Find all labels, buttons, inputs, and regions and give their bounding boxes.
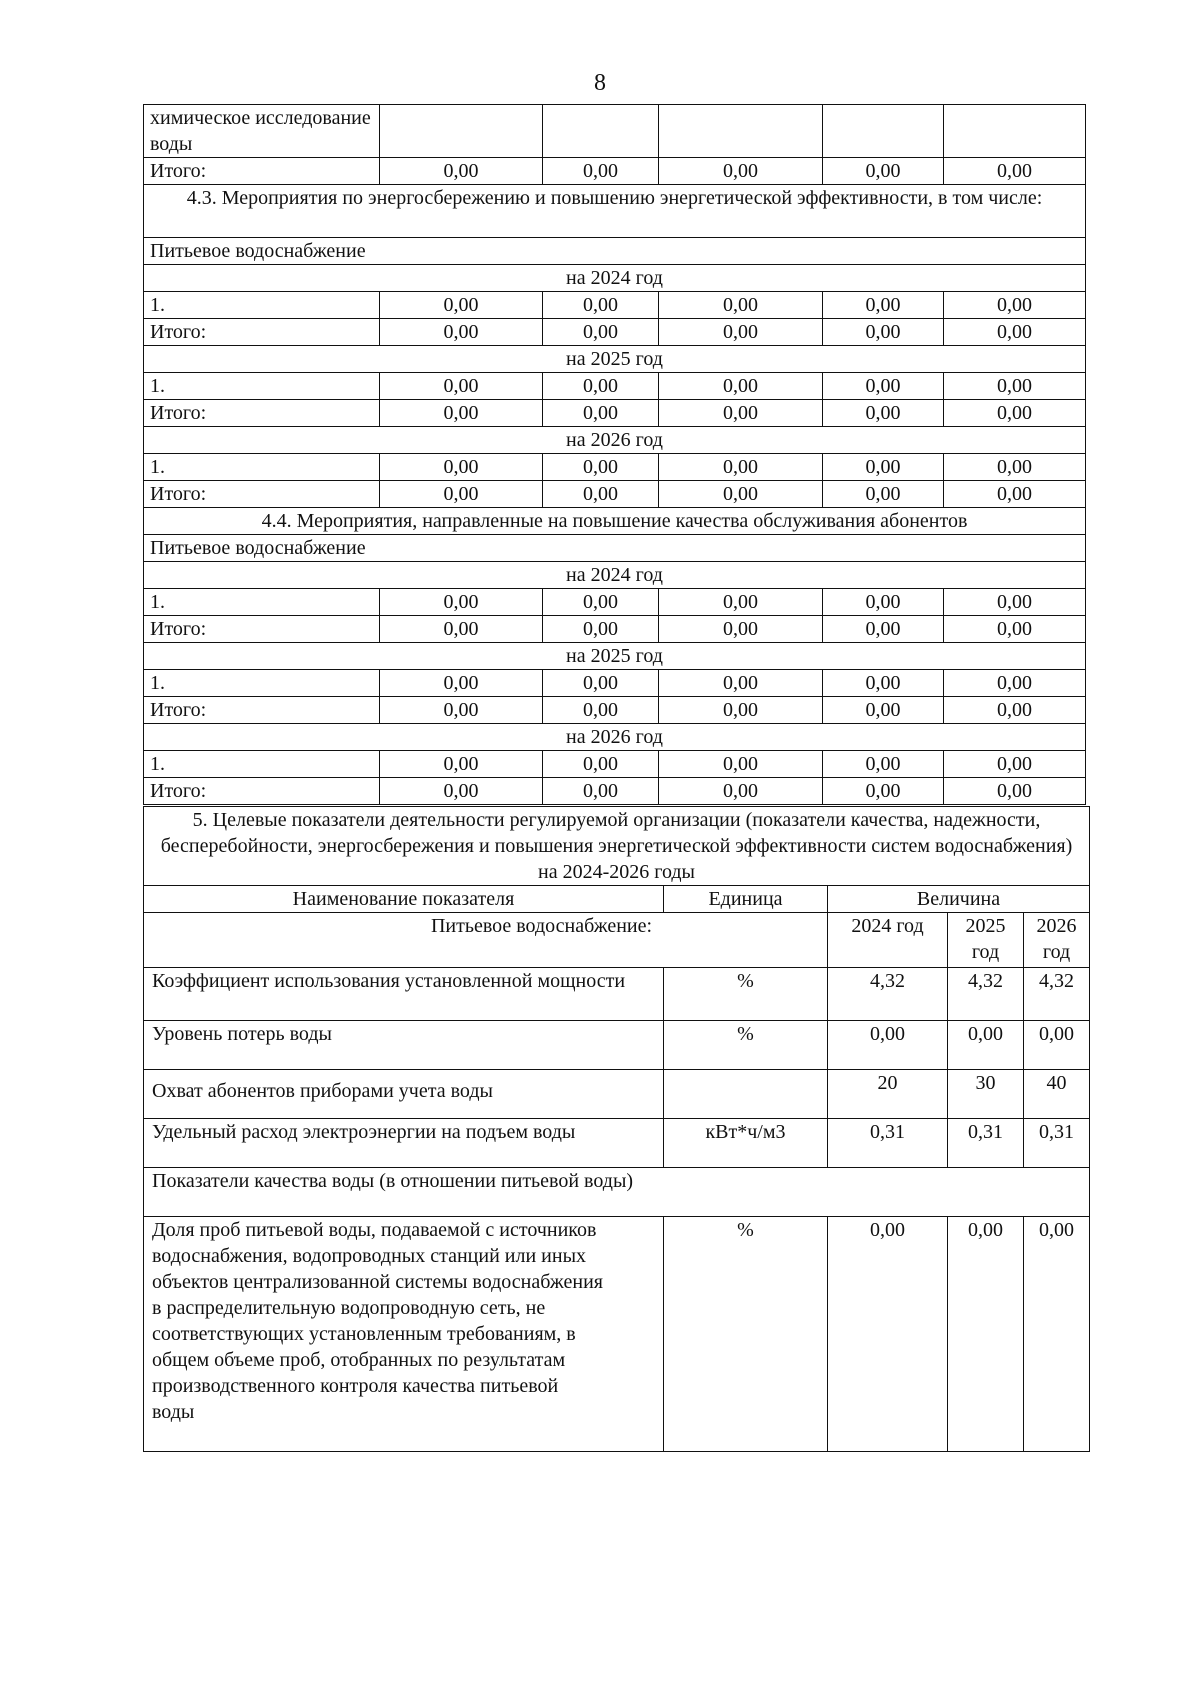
year-row xyxy=(144,265,1086,292)
section-title: 4.4. Мероприятия, направленные на повышение качества обслуживания абонентов xyxy=(144,508,1086,535)
subtitle-row xyxy=(144,535,1086,562)
indicator-unit xyxy=(664,1070,828,1119)
indicator-name: Уровень потерь воды xyxy=(144,1021,664,1070)
value-cell: 30 xyxy=(948,1070,1024,1119)
indicators-table xyxy=(143,806,1090,1452)
item-row xyxy=(144,373,1086,400)
indicator-name: Удельный расход электроэнергии на подъем воды xyxy=(144,1119,664,1168)
table-header-row xyxy=(144,913,1090,968)
value-cell: 0,00 xyxy=(659,454,823,481)
total-row xyxy=(144,400,1086,427)
subheader: Питьевое водоснабжение: xyxy=(144,913,828,968)
year-label: на 2025 год xyxy=(144,346,1086,373)
table-row xyxy=(144,1119,1090,1168)
item-row xyxy=(144,589,1086,616)
page-number: 8 xyxy=(594,70,606,96)
value-cell: 0,00 xyxy=(380,400,543,427)
row-label: Итого: xyxy=(144,319,380,346)
value-cell: 0,00 xyxy=(823,670,944,697)
indicator-unit: кВт*ч/м3 xyxy=(664,1119,828,1168)
value-cell: 0,00 xyxy=(543,697,659,724)
total-row xyxy=(144,697,1086,724)
value-cell: 4,32 xyxy=(948,968,1024,1021)
table-row xyxy=(144,807,1090,886)
year-header: 2025 год xyxy=(948,913,1024,968)
value-cell: 0,00 xyxy=(659,158,823,185)
value-cell: 0,00 xyxy=(380,373,543,400)
table-row xyxy=(144,968,1090,1021)
value-cell: 0,00 xyxy=(823,778,944,805)
indicator-name-text: Охват абонентов приборами учета воды xyxy=(152,1080,493,1102)
year-header: 2024 год xyxy=(828,913,948,968)
value-cell: 0,00 xyxy=(380,481,543,508)
value-cell: 0,00 xyxy=(823,481,944,508)
value-cell: 0,00 xyxy=(944,400,1086,427)
value-cell: 0,00 xyxy=(944,589,1086,616)
item-row xyxy=(144,670,1086,697)
year-row xyxy=(144,643,1086,670)
year-header: 2026 год xyxy=(1024,913,1090,968)
value-cell: 0,00 xyxy=(659,319,823,346)
value-cell: 0,00 xyxy=(948,1217,1024,1452)
value-cell: 0,00 xyxy=(944,778,1086,805)
item-row xyxy=(144,751,1086,778)
year-row xyxy=(144,562,1086,589)
measures-table xyxy=(143,104,1086,805)
value-cell: 0,00 xyxy=(380,616,543,643)
year-row xyxy=(144,346,1086,373)
year-label: на 2026 год xyxy=(144,724,1086,751)
indicator-unit: % xyxy=(664,1021,828,1070)
value-cell: 0,00 xyxy=(944,481,1086,508)
table-row xyxy=(144,1070,1090,1119)
section-row xyxy=(144,508,1086,535)
row-label: 1. xyxy=(144,373,380,400)
value-cell: 0,00 xyxy=(659,589,823,616)
indicator-unit: % xyxy=(664,968,828,1021)
value-cell: 0,00 xyxy=(380,292,543,319)
value-cell: 0,00 xyxy=(543,400,659,427)
value-cell: 0,00 xyxy=(380,319,543,346)
col-header-name: Наименование показателя xyxy=(144,886,664,913)
value-cell: 0,00 xyxy=(659,778,823,805)
year-row xyxy=(144,427,1086,454)
value-cell: 0,00 xyxy=(1024,1021,1090,1070)
value-cell: 0,00 xyxy=(543,481,659,508)
section-subtitle: Питьевое водоснабжение xyxy=(144,535,1086,562)
row-label: 1. xyxy=(144,292,380,319)
value-cell: 0,31 xyxy=(1024,1119,1090,1168)
item-row xyxy=(144,454,1086,481)
value-cell: 0,00 xyxy=(543,292,659,319)
value-cell: 0,00 xyxy=(380,751,543,778)
value-cell: 0,00 xyxy=(823,751,944,778)
row-label: 1. xyxy=(144,670,380,697)
quality-header: Показатели качества воды (в отношении питьевой воды) xyxy=(144,1168,1090,1217)
row-label: Итого: xyxy=(144,400,380,427)
col-header-unit: Единица xyxy=(664,886,828,913)
row-label: Итого: xyxy=(144,697,380,724)
value-cell: 0,00 xyxy=(380,158,543,185)
value-cell: 0,00 xyxy=(944,454,1086,481)
value-cell: 0,00 xyxy=(944,158,1086,185)
value-cell: 0,00 xyxy=(823,400,944,427)
value-cell: 0,00 xyxy=(659,697,823,724)
indicator-name xyxy=(144,1070,664,1119)
year-label: на 2024 год xyxy=(144,562,1086,589)
value-cell: 4,32 xyxy=(828,968,948,1021)
value-cell: 0,00 xyxy=(659,481,823,508)
indicator-unit: % xyxy=(664,1217,828,1452)
value-cell: 0,31 xyxy=(828,1119,948,1168)
value-cell: 0,00 xyxy=(543,319,659,346)
total-row xyxy=(144,481,1086,508)
value-cell: 0,00 xyxy=(543,670,659,697)
value-cell: 0,00 xyxy=(543,751,659,778)
subtitle-row xyxy=(144,238,1086,265)
total-row xyxy=(144,778,1086,805)
value-cell: 0,00 xyxy=(543,616,659,643)
value-cell: 0,00 xyxy=(944,292,1086,319)
value-cell: 20 xyxy=(828,1070,948,1119)
value-cell: 0,00 xyxy=(823,454,944,481)
value-cell: 0,00 xyxy=(659,670,823,697)
value-cell: 0,00 xyxy=(944,751,1086,778)
item-row xyxy=(144,292,1086,319)
value-cell: 4,32 xyxy=(1024,968,1090,1021)
section-row xyxy=(144,185,1086,238)
indicator-name: Доля проб питьевой воды, подаваемой с источников водоснабжения, водопроводных станций или иных объектов централизованной системы водоснабжения в распределительную водопроводную сеть, не соответствующих установленным требованиям, в общем объеме проб, отобранных по результатам производственного контроля качества питьевой воды xyxy=(144,1217,664,1452)
value-cell: 0,00 xyxy=(659,373,823,400)
row-label: Итого: xyxy=(144,778,380,805)
row-label: 1. xyxy=(144,589,380,616)
value-cell: 0,00 xyxy=(823,373,944,400)
value-cell: 0,00 xyxy=(380,778,543,805)
year-row xyxy=(144,724,1086,751)
value-cell: 0,00 xyxy=(543,373,659,400)
total-row xyxy=(144,616,1086,643)
value-cell: 0,00 xyxy=(828,1021,948,1070)
value-cell: 0,00 xyxy=(659,751,823,778)
value-cell: 0,00 xyxy=(543,158,659,185)
row-label: 1. xyxy=(144,454,380,481)
value-cell: 0,00 xyxy=(659,292,823,319)
row-label: химическое исследование воды xyxy=(144,105,380,158)
table-header-row xyxy=(144,886,1090,913)
row-label: Итого: xyxy=(144,616,380,643)
value-cell: 0,00 xyxy=(823,158,944,185)
value-cell: 40 xyxy=(1024,1070,1090,1119)
value-cell: 0,00 xyxy=(543,589,659,616)
value-cell: 0,00 xyxy=(828,1217,948,1452)
year-label: на 2024 год xyxy=(144,265,1086,292)
value-cell: 0,00 xyxy=(543,778,659,805)
value-cell: 0,00 xyxy=(944,697,1086,724)
value-cell: 0,00 xyxy=(380,670,543,697)
value-cell: 0,00 xyxy=(823,616,944,643)
value-cell: 0,00 xyxy=(380,589,543,616)
value-cell: 0,00 xyxy=(380,454,543,481)
indicator-name: Коэффициент использования установленной мощности xyxy=(144,968,664,1021)
value-cell: 0,31 xyxy=(948,1119,1024,1168)
section-title: 4.3. Мероприятия по энергосбережению и повышению энергетической эффективности, в том числе: xyxy=(144,185,1086,238)
row-label: Итого: xyxy=(144,481,380,508)
value-cell: 0,00 xyxy=(944,373,1086,400)
value-cell: 0,00 xyxy=(380,697,543,724)
table-row xyxy=(144,1021,1090,1070)
value-cell: 0,00 xyxy=(543,454,659,481)
table-row xyxy=(144,105,1086,158)
value-cell: 0,00 xyxy=(944,616,1086,643)
table-row xyxy=(144,1217,1090,1452)
value-cell: 0,00 xyxy=(948,1021,1024,1070)
value-cell: 0,00 xyxy=(944,670,1086,697)
section-title: 5. Целевые показатели деятельности регулируемой организации (показатели качества, надежности, бесперебойности, энергосбережения и повышения энергетической эффективности систем водоснабжения) на 2024-2026 годы xyxy=(144,807,1090,886)
value-cell: 0,00 xyxy=(659,616,823,643)
year-label: на 2026 год xyxy=(144,427,1086,454)
value-cell: 0,00 xyxy=(1024,1217,1090,1452)
table-row xyxy=(144,1168,1090,1217)
total-row xyxy=(144,319,1086,346)
table-row xyxy=(144,158,1086,185)
value-cell: 0,00 xyxy=(823,697,944,724)
value-cell: 0,00 xyxy=(823,292,944,319)
year-label: на 2025 год xyxy=(144,643,1086,670)
col-header-value: Величина xyxy=(828,886,1090,913)
row-label: Итого: xyxy=(144,158,380,185)
value-cell: 0,00 xyxy=(944,319,1086,346)
value-cell: 0,00 xyxy=(659,400,823,427)
section-subtitle: Питьевое водоснабжение xyxy=(144,238,1086,265)
value-cell: 0,00 xyxy=(823,319,944,346)
value-cell: 0,00 xyxy=(823,589,944,616)
row-label: 1. xyxy=(144,751,380,778)
